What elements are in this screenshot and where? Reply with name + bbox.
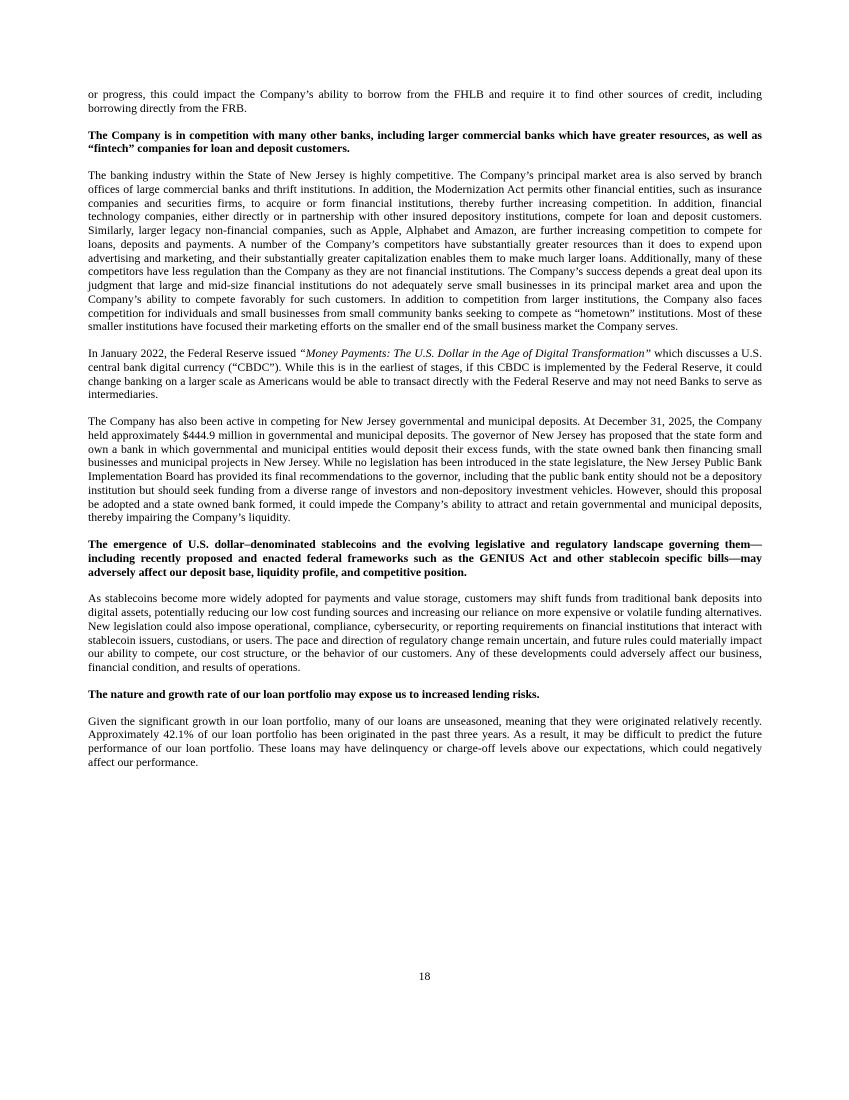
document-page (88, 88, 762, 783)
cbdc-paragraph (88, 347, 762, 402)
municipal-deposits-paragraph: The Company has also been active in competing for New Jersey governmental and municipal deposits. At December 31, 2025, the Company held approximately $444.9 million in governmental and municipal deposits. The governor of New Jersey has proposed that the state form and own a bank in which governmental and municipal entities would deposit their excess funds, with the state owned bank then financing small businesses and municipal projects in New Jersey. While no legislation has been introduced in the state legislature, the New Jersey Public Bank Implementation Board has provided its final recommendations to the governor, including that the public bank entity should not be a depository institution but should seek funding from a diverse range of investors and non-depository investment vehicles. However, should this proposal be adopted and a state owned bank formed, it could impede the Company’s ability to attract and retain governmental and municipal deposits, thereby impairing the Company’s liquidity. (88, 415, 762, 525)
banking-industry-paragraph: The banking industry within the State of New Jersey is highly competitive. The Company’s principal market area is also served by branch offices of large commercial banks and thrift institutions. In addition, the Modernization Act permits other financial entities, such as insurance companies and securities firms, to acquire or form financial institutions, thereby further increasing competition. In addition, financial technology companies, either directly or in partnership with other insured depository institutions, compete for loan and deposit customers. Similarly, larger legacy non-financial companies, such as Apple, Alphabet and Amazon, are further increasing competition to compete for loans, deposits and payments. A number of the Company’s competitors have substantially greater resources than it does to expend upon advertising and marketing, and their substantially greater capitalization enables them to make much larger loans. Additionally, many of these competitors have less regulation than the Company as they are not financial institutions. The Company’s success depends a great deal upon its judgment that large and mid-size financial institutions do not adequately serve small businesses in its principal market area and upon the Company’s ability to compete favorably for such customers. In addition to competition from larger institutions, the Company also faces competition for individuals and small businesses from small community banks seeking to compete as “hometown” institutions. Most of these smaller institutions have focused their marketing efforts on the smaller end of the small business market the Company serves. (88, 169, 762, 334)
stablecoins-paragraph: As stablecoins become more widely adopted for payments and value storage, customers may shift funds from traditional bank deposits into digital assets, potentially reducing our low cost funding sources and increasing our reliance on more expensive or volatile funding alternatives. New legislation could also impose operational, compliance, cybersecurity, or reporting requirements on financial institutions that interact with stablecoin issuers, custodians, or users. The pace and direction of regulatory change remain uncertain, and future rules could materially impact our ability to compete, our cost structure, or the behavior of our customers. Any of these developments could adversely affect our business, financial condition, and results of operations. (88, 592, 762, 674)
cbdc-publication-title: “Money Payments: The U.S. Dollar in the Age of Digital Transformation” (299, 347, 652, 360)
cbdc-rest-text: which discusses a U.S. central bank digital currency (“CBDC”). While this is in the earliest of stages, if this CBDC is implemented by the Federal Reserve, it could change banking on a larger scale as Americans would be able to transact directly with the Federal Reserve and may not need Banks to serve as intermediaries. (88, 347, 763, 402)
loan-portfolio-paragraph: Given the significant growth in our loan portfolio, many of our loans are unseasoned, meaning that they were originated relatively recently. Approximately 42.1% of our loan portfolio has been originated in the past three years. As a result, it may be difficult to predict the future performance of our loan portfolio. These loans may have delinquency or charge-off levels above our expectations, which could negatively affect our performance. (88, 714, 762, 769)
loan-portfolio-heading: The nature and growth rate of our loan portfolio may expose us to increased lending risks. (88, 687, 540, 701)
page-number: 18 (418, 970, 431, 983)
continuation-paragraph: or progress, this could impact the Company’s ability to borrow from the FHLB and require it to find other sources of credit, including borrowing directly from the FRB. (88, 88, 762, 115)
cbdc-lead-text: In January 2022, the Federal Reserve issued (88, 347, 300, 360)
stablecoins-heading: The emergence of U.S. dollar–denominated stablecoins and the evolving legislative and regulatory landscape governing them—including recently proposed and enacted federal frameworks such as the GENIUS Act and other stablecoin specific bills—may adversely affect our deposit base, liquidity profile, and competitive position. (88, 538, 762, 579)
competition-heading: The Company is in competition with many other banks, including larger commercial banks which have greater resources, as well as “fintech” companies for loan and deposit customers. (88, 128, 762, 156)
